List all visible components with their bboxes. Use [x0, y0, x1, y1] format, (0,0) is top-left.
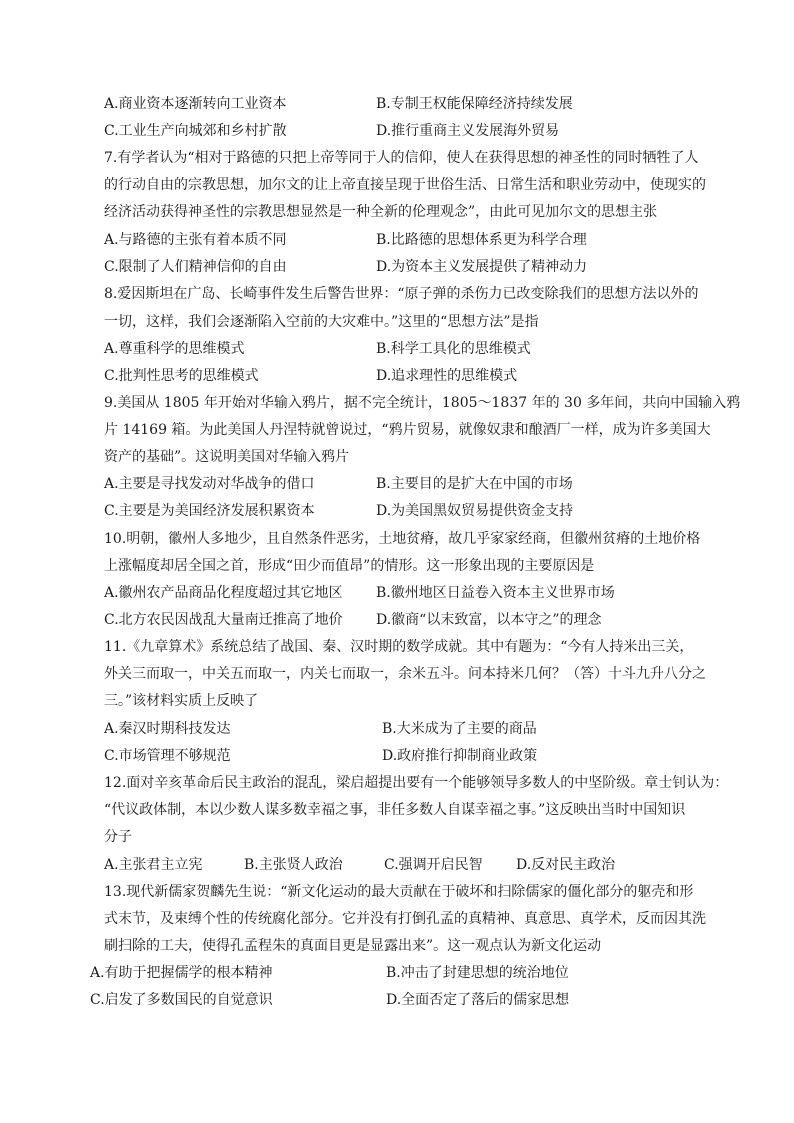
q13-stem-line2: 式末节，及束缚个性的传统腐化部分。它并没有打倒孔孟的真精神、真意思、真学术，反而因其洗 — [104, 911, 706, 927]
q12-stem-line3: 分子 — [104, 829, 132, 845]
q12-stem-line2: “代议政体制，本以少数人谋多数幸福之事，非任多数人自谋幸福之事。”这反映出当时中国知识 — [104, 802, 686, 818]
q7-option-a: A.与路德的主张有着本质不同 — [104, 232, 287, 248]
q12-option-d: D.反对民主政治 — [516, 857, 616, 873]
q10-option-a: A.徽州农产品商品化程度超过其它地区 — [104, 585, 343, 601]
q11-stem-line2: 外关三而取一，中关五而取一，内关七而取一，余米五斗。问本持米几何？（答）十斗九升八分之 — [104, 666, 706, 682]
q11-option-a: A.秦汉时期科技发达 — [104, 721, 231, 737]
prev-option-a: A.商业资本逐渐转向工业资本 — [104, 96, 287, 112]
q12-option-a: A.主张君主立宪 — [104, 857, 203, 873]
q7-option-d: D.为资本主义发展提供了精神动力 — [376, 259, 588, 275]
q7-option-b: B.比路德的思想体系更为科学合理 — [376, 232, 587, 248]
q9-stem-line1: 9.美国从 1805 年开始对华输入鸦片，据不完全统计，1805～1837 年的 30 多年间，共向中国输入鸦 — [104, 395, 741, 411]
q13-option-a: A.有助于把握儒学的根本精神 — [90, 965, 273, 981]
q8-stem-line1: 8.爱因斯坦在广岛、长崎事件发生后警告世界：“原子弹的杀伤力已改变除我们的思想方法以外的 — [104, 286, 699, 302]
q9-stem-line3: 资产的基础”。这说明美国对华输入鸦片 — [104, 449, 350, 465]
q7-stem-line3: 经济活动获得神圣性的宗教思想显然是一种全新的伦理观念”，由此可见加尔文的思想主张 — [104, 204, 658, 220]
q11-option-d: D.政府推行抑制商业政策 — [382, 748, 538, 764]
q12-option-c: C.强调开启民智 — [384, 857, 483, 873]
prev-option-d: D.推行重商主义发展海外贸易 — [376, 123, 560, 139]
q7-option-c: C.限制了人们精神信仰的自由 — [104, 259, 287, 275]
q12-stem-line1: 12.面对辛亥革命后民主政治的混乱，梁启超提出要有一个能够领导多数人的中坚阶级。章士钊认为： — [104, 775, 729, 791]
q9-stem-line2: 片 14169 箱。为此美国人丹涅特就曾说过，“鸦片贸易，就像奴隶和酿酒厂一样，成为许多美国大 — [104, 422, 711, 438]
q8-option-d: D.追求理性的思维模式 — [376, 368, 518, 384]
q7-stem-line1: 7.有学者认为“相对于路德的只把上帝等同于人的信仰，使人在获得思想的神圣性的同时牺牲了人 — [104, 150, 699, 166]
q9-option-c: C.主要是为美国经济发展积累资本 — [104, 503, 315, 519]
q13-stem-line1: 13.现代新儒家贺麟先生说：“新文化运动的最大贡献在于破坏和扫除儒家的僵化部分的躯壳和形 — [104, 884, 694, 900]
q8-option-a: A.尊重科学的思维模式 — [104, 341, 245, 357]
q11-stem-line3: 三。”该材料实质上反映了 — [104, 693, 259, 709]
q10-stem-line2: 上涨幅度却居全国之首，形成“田少而值昂”的情形。这一形象出现的主要原因是 — [104, 558, 595, 574]
q11-stem-line1: 11.《九章算术》系统总结了战国、秦、汉时期的数学成就。其中有题为：“今有人持米出三关， — [104, 639, 694, 655]
q13-option-b: B.冲击了封建思想的统治地位 — [386, 965, 569, 981]
q9-option-b: B.主要目的是扩大在中国的市场 — [376, 476, 573, 492]
prev-option-b: B.专制王权能保障经济持续发展 — [376, 96, 573, 112]
q12-option-b: B.主张贤人政治 — [244, 857, 343, 873]
q11-option-c: C.市场管理不够规范 — [104, 748, 231, 764]
q7-stem-line2: 的行动自由的宗教思想，加尔文的让上帝直接呈现于世俗生活、日常生活和职业劳动中，使现实的 — [104, 177, 706, 193]
q10-option-b: B.徽州地区日益卷入资本主义世界市场 — [376, 585, 615, 601]
q8-option-c: C.批判性思考的思维模式 — [104, 368, 259, 384]
q10-option-d: D.徽商“以末致富，以本守之”的理念 — [376, 612, 602, 628]
q9-option-a: A.主要是寻找发动对华战争的借口 — [104, 476, 315, 492]
q8-stem-line2: 一切，这样，我们会逐渐陷入空前的大灾难中。”这里的“思想方法”是指 — [104, 314, 539, 330]
q10-option-c: C.北方农民因战乱大量南迁推高了地价 — [104, 612, 343, 628]
q13-stem-line3: 刷扫除的工夫，使得孔孟程朱的真面目更是显露出来”。这一观点认为新文化运动 — [104, 938, 602, 954]
q11-option-b: B.大米成为了主要的商品 — [382, 721, 537, 737]
q10-stem-line1: 10.明朝，徽州人多地少，且自然条件恶劣，土地贫瘠，故几乎家家经商，但徽州贫瘠的土地价格 — [104, 531, 701, 547]
q8-option-b: B.科学工具化的思维模式 — [376, 341, 531, 357]
q13-option-d: D.全面否定了落后的儒家思想 — [386, 992, 570, 1008]
q13-option-c: C.启发了多数国民的自觉意识 — [90, 992, 273, 1008]
q9-option-d: D.为美国黑奴贸易提供资金支持 — [376, 503, 574, 519]
prev-option-c: C.工业生产向城郊和乡村扩散 — [104, 123, 287, 139]
